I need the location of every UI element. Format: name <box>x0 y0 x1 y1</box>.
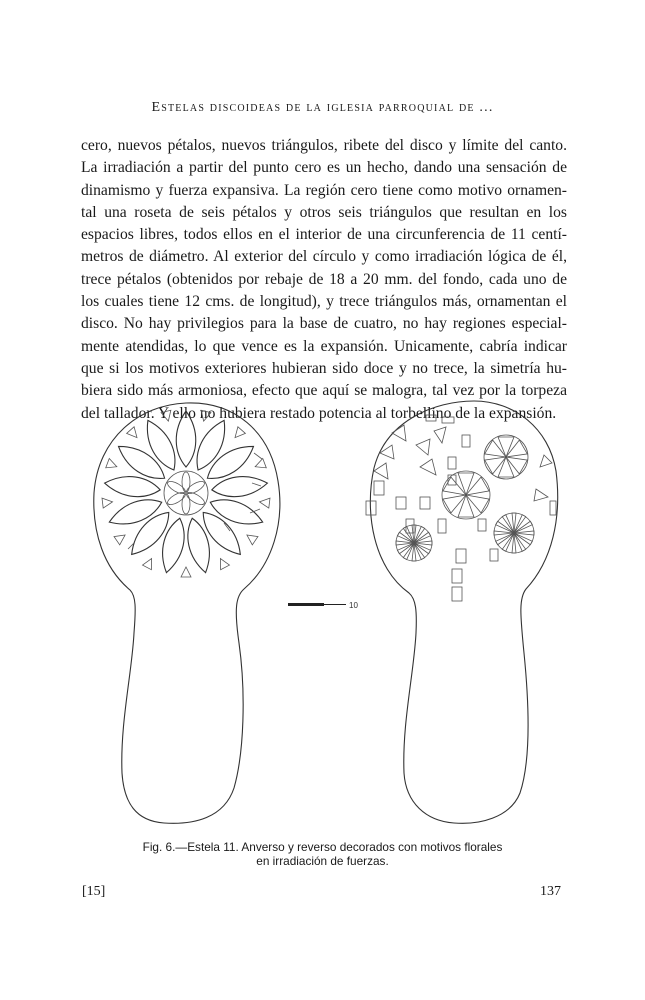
page-number: 137 <box>540 884 561 899</box>
running-head: Estelas discoideas de la iglesia parroquial de ... <box>151 100 494 115</box>
body-line: dinamismo y fuerza expansiva. La región cero tiene como motivo ornamen- <box>81 181 567 199</box>
caption-line-2: en irradiación de fuerzas. <box>256 854 389 868</box>
body-line: los cuales tiene 12 cms. de longitud), y trece triángulos más, ornamentan el <box>81 293 567 311</box>
body-line: metros de diámetro. Al exterior del círculo y como irradiación lógica de él, <box>81 248 567 266</box>
body-line: disco. No hay privilegios para la base de cuatro, no hay regiones especial- <box>81 315 567 333</box>
body-text <box>81 135 567 425</box>
body-line: del tallador. Y ello no hubiera restado potencia al torbellino de la expansión. <box>81 404 557 422</box>
caption-line-1: Fig. 6.—Estela 11. Anverso y reverso decorados con motivos florales <box>142 840 503 854</box>
stela-obverse-drawing <box>94 403 280 823</box>
body-line: cero, nuevos pétalos, nuevos triángulos, ribete del disco y límite del canto. <box>81 137 567 154</box>
body-line: La irradiación a partir del punto cero es un hecho, dando una sensación de <box>81 159 567 177</box>
figure-caption <box>0 840 645 868</box>
body-line: trece pétalos (obtenidos por rebaje de 18 a 20 mm. del fondo, cada uno de <box>81 270 567 288</box>
figure-estela-drawings <box>74 393 574 838</box>
scale-bar <box>288 601 358 610</box>
body-line: mente atendidas, lo que vence es la expansión. Unicamente, cabría indicar <box>81 337 567 355</box>
body-line: espacios libres, todos ellos en el interior de una circunferencia de 11 centí- <box>81 226 567 244</box>
figure-svg <box>74 393 574 833</box>
folio-left: [15] <box>82 884 106 899</box>
scale-label: 10 <box>349 601 358 610</box>
body-line: biera sido más armoniosa, efecto que aquí se malogra, tal vez por la torpeza <box>81 382 567 400</box>
stela-reverse-drawing <box>366 401 558 823</box>
body-line: que si los motivos exteriores hubieran sido doce y no trece, la simetría hu- <box>81 359 567 377</box>
body-line: tal una roseta de seis pétalos y otros seis triángulos que resultan en los <box>81 203 567 221</box>
